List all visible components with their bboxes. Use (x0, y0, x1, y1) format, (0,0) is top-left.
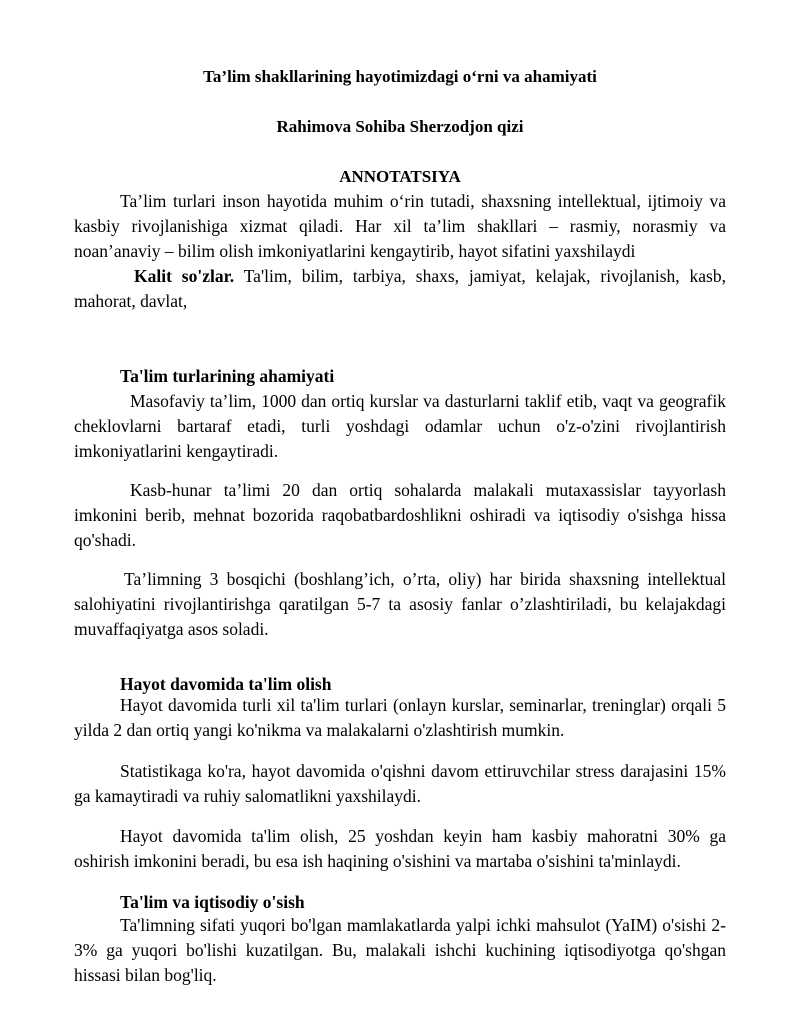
section-paragraph: Ta’limning 3 bosqichi (boshlang’ich, o’rta, oliy) har birida shaxsning intellektual salohiyatini rivojlantirishga qaratilgan 5-7 ta asosiy fanlar o’zlashtiriladi, bu kelajakdagi muvaffaqiyatga asos soladi. (74, 569, 726, 639)
section-paragraph: Hayot davomida ta'lim olish, 25 yoshdan keyin ham kasbiy mahoratni 30% ga oshirish imkonini beradi, bu esa ish haqining o'sishini va martaba o'sishini ta'minlaydi. (74, 826, 726, 871)
keywords-label: Kalit so'zlar. (134, 266, 235, 286)
section-paragraph: Statistikaga ko'ra, hayot davomida o'qishni davom ettiruvchilar stress darajasini 15% ga kamaytiradi va ruhiy salomatlikni yaxshilaydi. (74, 761, 726, 806)
section-paragraph: Kasb-hunar ta’limi 20 dan ortiq sohalarda malakali mutaxassislar tayyorlash imkonini berib, mehnat bozorida raqobatbardoshlikni oshiradi va iqtisodiy o'sishga hissa qo'shadi. (74, 480, 726, 550)
section-heading: Ta'lim turlarining ahamiyati (120, 366, 335, 386)
section-paragraph: Masofaviy ta’lim, 1000 dan ortiq kurslar va dasturlarni taklif etib, vaqt va geografik cheklovlarni bartaraf etadi, turli yoshdagi odamlar uchun o'z-o'zini rivojlantirish imkoniyatlarini kengaytiradi. (74, 391, 726, 461)
author-name: Rahimova Sohiba Sherzodjon qizi (276, 117, 524, 136)
document-title: Ta’lim shakllarining hayotimizdagi o‘rni va ahamiyati (203, 67, 597, 86)
keywords-paragraph (74, 264, 726, 314)
section-paragraph: Hayot davomida turli xil ta'lim turlari (onlayn kurslar, seminarlar, treninglar) orqali 5 yilda 2 dan ortiq yangi ko'nikma va malakalarni o'zlashtirish mumkin. (74, 695, 726, 740)
section-heading: Hayot davomida ta'lim olish (120, 674, 332, 694)
keywords-text: Ta'lim, bilim, tarbiya, shaxs, jamiyat, kelajak, rivojlanish, kasb, mahorat, davlat, (74, 266, 726, 311)
section-heading: Ta'lim va iqtisodiy o'sish (120, 892, 305, 912)
section-paragraph: Ta'limning sifati yuqori bo'lgan mamlakatlarda yalpi ichki mahsulot (YaIM) o'sishi 2-3% ga yuqori bo'lishi kuzatilgan. Bu, malakali ishchi kuchining iqtisodiyotga qo'shgan hissasi bilan bog'liq. (74, 915, 726, 985)
annotation-heading: ANNOTATSIYA (339, 167, 461, 186)
annotation-paragraph: Ta’lim turlari inson hayotida muhim o‘rin tutadi, shaxsning intellektual, ijtimoiy va kasbiy rivojlanishiga xizmat qiladi. Har xil ta’lim shakllari – rasmiy, norasmiy va noan’anaviy – bilim olish imkoniyatlarini kengaytirib, hayot sifatini yaxshilaydi (74, 191, 726, 261)
